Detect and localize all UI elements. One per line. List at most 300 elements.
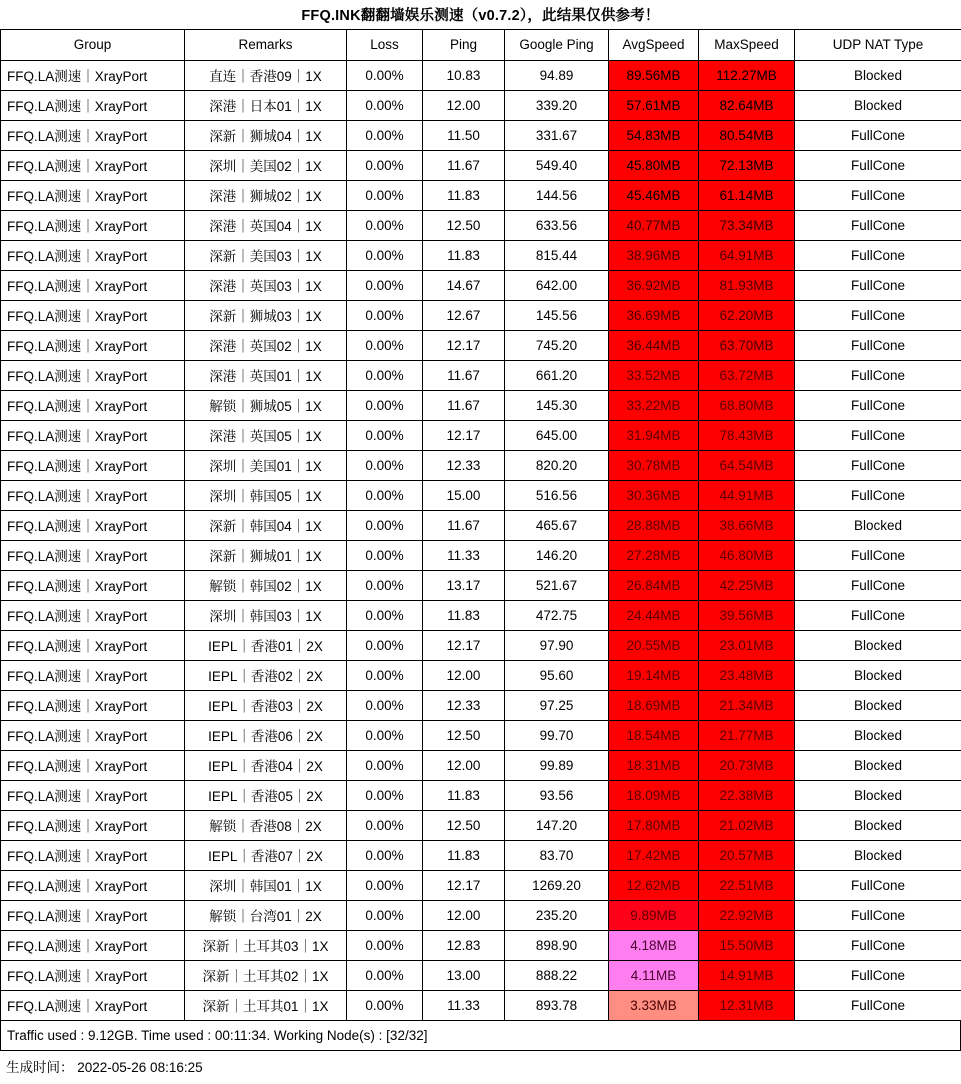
- cell-avgspeed: 45.80MB: [609, 150, 699, 180]
- cell-loss: 0.00%: [347, 270, 423, 300]
- cell-udp-nat-type: Blocked: [795, 780, 961, 810]
- cell-remarks: IEPL｜香港05｜2X: [185, 780, 347, 810]
- cell-avgspeed: 36.69MB: [609, 300, 699, 330]
- cell-google-ping: 99.89: [505, 750, 609, 780]
- cell-udp-nat-type: Blocked: [795, 660, 961, 690]
- cell-udp-nat-type: FullCone: [795, 150, 961, 180]
- table-row: [1, 510, 961, 540]
- cell-group: FFQ.LA测速｜XrayPort: [1, 810, 185, 840]
- cell-loss: 0.00%: [347, 750, 423, 780]
- table-row: [1, 390, 961, 420]
- cell-loss: 0.00%: [347, 930, 423, 960]
- cell-google-ping: 820.20: [505, 450, 609, 480]
- cell-google-ping: 516.56: [505, 480, 609, 510]
- table-row: [1, 600, 961, 630]
- cell-group: FFQ.LA测速｜XrayPort: [1, 990, 185, 1020]
- cell-ping: 12.83: [423, 930, 505, 960]
- cell-udp-nat-type: FullCone: [795, 870, 961, 900]
- cell-loss: 0.00%: [347, 870, 423, 900]
- cell-google-ping: 893.78: [505, 990, 609, 1020]
- cell-ping: 11.83: [423, 840, 505, 870]
- cell-udp-nat-type: Blocked: [795, 690, 961, 720]
- table-row: [1, 60, 961, 90]
- cell-google-ping: 83.70: [505, 840, 609, 870]
- cell-avgspeed: 12.62MB: [609, 870, 699, 900]
- cell-avgspeed: 4.18MB: [609, 930, 699, 960]
- cell-group: FFQ.LA测速｜XrayPort: [1, 750, 185, 780]
- cell-udp-nat-type: FullCone: [795, 960, 961, 990]
- cell-remarks: IEPL｜香港04｜2X: [185, 750, 347, 780]
- cell-loss: 0.00%: [347, 90, 423, 120]
- cell-udp-nat-type: FullCone: [795, 990, 961, 1020]
- cell-google-ping: 521.67: [505, 570, 609, 600]
- cell-maxspeed: 23.01MB: [699, 630, 795, 660]
- cell-maxspeed: 20.73MB: [699, 750, 795, 780]
- cell-group: FFQ.LA测速｜XrayPort: [1, 450, 185, 480]
- cell-maxspeed: 62.20MB: [699, 300, 795, 330]
- cell-google-ping: 898.90: [505, 930, 609, 960]
- cell-google-ping: 95.60: [505, 660, 609, 690]
- cell-maxspeed: 44.91MB: [699, 480, 795, 510]
- cell-group: FFQ.LA测速｜XrayPort: [1, 690, 185, 720]
- cell-udp-nat-type: FullCone: [795, 180, 961, 210]
- cell-maxspeed: 63.72MB: [699, 360, 795, 390]
- footer-table: [0, 1021, 961, 1052]
- cell-remarks: 深圳｜美国01｜1X: [185, 450, 347, 480]
- cell-group: FFQ.LA测速｜XrayPort: [1, 240, 185, 270]
- cell-avgspeed: 33.22MB: [609, 390, 699, 420]
- cell-group: FFQ.LA测速｜XrayPort: [1, 840, 185, 870]
- cell-google-ping: 549.40: [505, 150, 609, 180]
- table-body: [1, 60, 961, 1020]
- cell-loss: 0.00%: [347, 360, 423, 390]
- cell-udp-nat-type: Blocked: [795, 630, 961, 660]
- cell-avgspeed: 18.69MB: [609, 690, 699, 720]
- cell-loss: 0.00%: [347, 450, 423, 480]
- cell-avgspeed: 17.42MB: [609, 840, 699, 870]
- table-row: [1, 150, 961, 180]
- cell-remarks: 深新｜土耳其03｜1X: [185, 930, 347, 960]
- cell-ping: 12.00: [423, 900, 505, 930]
- column-header-ping: Ping: [423, 30, 505, 60]
- cell-group: FFQ.LA测速｜XrayPort: [1, 960, 185, 990]
- cell-udp-nat-type: FullCone: [795, 210, 961, 240]
- cell-group: FFQ.LA测速｜XrayPort: [1, 90, 185, 120]
- cell-avgspeed: 24.44MB: [609, 600, 699, 630]
- cell-maxspeed: 82.64MB: [699, 90, 795, 120]
- cell-group: FFQ.LA测速｜XrayPort: [1, 210, 185, 240]
- cell-remarks: 深港｜英国03｜1X: [185, 270, 347, 300]
- table-row: [1, 900, 961, 930]
- cell-avgspeed: 57.61MB: [609, 90, 699, 120]
- cell-remarks: 深新｜土耳其01｜1X: [185, 990, 347, 1020]
- cell-loss: 0.00%: [347, 960, 423, 990]
- table-row: [1, 330, 961, 360]
- cell-ping: 12.50: [423, 210, 505, 240]
- cell-group: FFQ.LA测速｜XrayPort: [1, 180, 185, 210]
- table-row: [1, 360, 961, 390]
- cell-group: FFQ.LA测速｜XrayPort: [1, 120, 185, 150]
- table-row: [1, 270, 961, 300]
- cell-ping: 12.17: [423, 420, 505, 450]
- cell-google-ping: 633.56: [505, 210, 609, 240]
- cell-udp-nat-type: Blocked: [795, 90, 961, 120]
- report-title: FFQ.INK翻翻墙娱乐测速（v0.7.2），此结果仅供参考！: [0, 0, 961, 30]
- cell-google-ping: 1269.20: [505, 870, 609, 900]
- cell-google-ping: 97.90: [505, 630, 609, 660]
- cell-avgspeed: 33.52MB: [609, 360, 699, 390]
- table-row: [1, 990, 961, 1020]
- cell-udp-nat-type: Blocked: [795, 720, 961, 750]
- cell-avgspeed: 38.96MB: [609, 240, 699, 270]
- cell-google-ping: 642.00: [505, 270, 609, 300]
- cell-udp-nat-type: FullCone: [795, 420, 961, 450]
- cell-loss: 0.00%: [347, 510, 423, 540]
- cell-avgspeed: 3.33MB: [609, 990, 699, 1020]
- cell-google-ping: 645.00: [505, 420, 609, 450]
- cell-avgspeed: 36.92MB: [609, 270, 699, 300]
- cell-loss: 0.00%: [347, 630, 423, 660]
- cell-udp-nat-type: FullCone: [795, 930, 961, 960]
- column-header-maxspeed: MaxSpeed: [699, 30, 795, 60]
- cell-remarks: 深新｜美国03｜1X: [185, 240, 347, 270]
- cell-ping: 12.00: [423, 750, 505, 780]
- cell-maxspeed: 61.14MB: [699, 180, 795, 210]
- table-row: [1, 210, 961, 240]
- cell-maxspeed: 78.43MB: [699, 420, 795, 450]
- cell-maxspeed: 20.57MB: [699, 840, 795, 870]
- cell-google-ping: 472.75: [505, 600, 609, 630]
- cell-remarks: 深新｜狮城01｜1X: [185, 540, 347, 570]
- cell-avgspeed: 30.36MB: [609, 480, 699, 510]
- column-header-google-ping: Google Ping: [505, 30, 609, 60]
- cell-maxspeed: 68.80MB: [699, 390, 795, 420]
- cell-ping: 12.50: [423, 720, 505, 750]
- cell-google-ping: 147.20: [505, 810, 609, 840]
- table-row: [1, 570, 961, 600]
- cell-udp-nat-type: FullCone: [795, 300, 961, 330]
- cell-maxspeed: 22.51MB: [699, 870, 795, 900]
- cell-loss: 0.00%: [347, 540, 423, 570]
- cell-avgspeed: 19.14MB: [609, 660, 699, 690]
- cell-remarks: 深港｜日本01｜1X: [185, 90, 347, 120]
- column-header-loss: Loss: [347, 30, 423, 60]
- cell-maxspeed: 21.77MB: [699, 720, 795, 750]
- cell-remarks: 解锁｜台湾01｜2X: [185, 900, 347, 930]
- table-row: [1, 720, 961, 750]
- cell-udp-nat-type: FullCone: [795, 570, 961, 600]
- cell-loss: 0.00%: [347, 660, 423, 690]
- cell-udp-nat-type: FullCone: [795, 900, 961, 930]
- cell-remarks: 解锁｜香港08｜2X: [185, 810, 347, 840]
- cell-ping: 12.50: [423, 810, 505, 840]
- cell-loss: 0.00%: [347, 720, 423, 750]
- cell-ping: 11.83: [423, 180, 505, 210]
- cell-google-ping: 815.44: [505, 240, 609, 270]
- cell-avgspeed: 4.11MB: [609, 960, 699, 990]
- cell-udp-nat-type: FullCone: [795, 270, 961, 300]
- cell-group: FFQ.LA测速｜XrayPort: [1, 150, 185, 180]
- cell-loss: 0.00%: [347, 150, 423, 180]
- cell-remarks: 解锁｜狮城05｜1X: [185, 390, 347, 420]
- cell-remarks: IEPL｜香港06｜2X: [185, 720, 347, 750]
- cell-group: FFQ.LA测速｜XrayPort: [1, 360, 185, 390]
- cell-udp-nat-type: Blocked: [795, 750, 961, 780]
- table-row: [1, 840, 961, 870]
- cell-avgspeed: 45.46MB: [609, 180, 699, 210]
- cell-google-ping: 94.89: [505, 60, 609, 90]
- cell-group: FFQ.LA测速｜XrayPort: [1, 660, 185, 690]
- table-header-row: [1, 30, 961, 60]
- cell-avgspeed: 54.83MB: [609, 120, 699, 150]
- table-row: [1, 630, 961, 660]
- cell-remarks: 解锁｜韩国02｜1X: [185, 570, 347, 600]
- cell-group: FFQ.LA测速｜XrayPort: [1, 780, 185, 810]
- cell-ping: 14.67: [423, 270, 505, 300]
- cell-ping: 11.50: [423, 120, 505, 150]
- cell-maxspeed: 21.02MB: [699, 810, 795, 840]
- cell-google-ping: 339.20: [505, 90, 609, 120]
- cell-udp-nat-type: FullCone: [795, 240, 961, 270]
- cell-ping: 11.83: [423, 600, 505, 630]
- cell-remarks: 深圳｜韩国03｜1X: [185, 600, 347, 630]
- table-row: [1, 780, 961, 810]
- cell-remarks: IEPL｜香港02｜2X: [185, 660, 347, 690]
- cell-remarks: IEPL｜香港03｜2X: [185, 690, 347, 720]
- cell-google-ping: 235.20: [505, 900, 609, 930]
- cell-google-ping: 93.56: [505, 780, 609, 810]
- cell-avgspeed: 9.89MB: [609, 900, 699, 930]
- cell-google-ping: 99.70: [505, 720, 609, 750]
- cell-udp-nat-type: Blocked: [795, 810, 961, 840]
- cell-remarks: 深新｜土耳其02｜1X: [185, 960, 347, 990]
- cell-ping: 10.83: [423, 60, 505, 90]
- cell-group: FFQ.LA测速｜XrayPort: [1, 300, 185, 330]
- cell-ping: 12.33: [423, 690, 505, 720]
- cell-group: FFQ.LA测速｜XrayPort: [1, 390, 185, 420]
- table-row: [1, 960, 961, 990]
- cell-ping: 11.33: [423, 540, 505, 570]
- cell-maxspeed: 64.54MB: [699, 450, 795, 480]
- table-row: [1, 660, 961, 690]
- table-row: [1, 750, 961, 780]
- column-header-group: Group: [1, 30, 185, 60]
- cell-udp-nat-type: Blocked: [795, 510, 961, 540]
- cell-ping: 15.00: [423, 480, 505, 510]
- cell-maxspeed: 73.34MB: [699, 210, 795, 240]
- cell-remarks: 深港｜英国05｜1X: [185, 420, 347, 450]
- cell-loss: 0.00%: [347, 900, 423, 930]
- cell-ping: 12.33: [423, 450, 505, 480]
- cell-ping: 12.17: [423, 630, 505, 660]
- cell-google-ping: 144.56: [505, 180, 609, 210]
- cell-remarks: 深港｜狮城02｜1X: [185, 180, 347, 210]
- cell-google-ping: 745.20: [505, 330, 609, 360]
- cell-udp-nat-type: Blocked: [795, 840, 961, 870]
- cell-maxspeed: 64.91MB: [699, 240, 795, 270]
- cell-maxspeed: 38.66MB: [699, 510, 795, 540]
- cell-loss: 0.00%: [347, 390, 423, 420]
- cell-loss: 0.00%: [347, 810, 423, 840]
- cell-ping: 11.67: [423, 390, 505, 420]
- cell-remarks: 深港｜英国02｜1X: [185, 330, 347, 360]
- cell-maxspeed: 46.80MB: [699, 540, 795, 570]
- cell-maxspeed: 22.38MB: [699, 780, 795, 810]
- cell-remarks: IEPL｜香港07｜2X: [185, 840, 347, 870]
- cell-group: FFQ.LA测速｜XrayPort: [1, 270, 185, 300]
- cell-udp-nat-type: FullCone: [795, 360, 961, 390]
- cell-group: FFQ.LA测速｜XrayPort: [1, 570, 185, 600]
- cell-maxspeed: 21.34MB: [699, 690, 795, 720]
- cell-avgspeed: 17.80MB: [609, 810, 699, 840]
- cell-ping: 13.00: [423, 960, 505, 990]
- cell-remarks: 深新｜狮城03｜1X: [185, 300, 347, 330]
- cell-remarks: 深新｜韩国04｜1X: [185, 510, 347, 540]
- cell-loss: 0.00%: [347, 300, 423, 330]
- cell-loss: 0.00%: [347, 180, 423, 210]
- column-header-remarks: Remarks: [185, 30, 347, 60]
- cell-avgspeed: 27.28MB: [609, 540, 699, 570]
- cell-group: FFQ.LA测速｜XrayPort: [1, 870, 185, 900]
- cell-udp-nat-type: Blocked: [795, 60, 961, 90]
- cell-group: FFQ.LA测速｜XrayPort: [1, 510, 185, 540]
- cell-ping: 12.17: [423, 870, 505, 900]
- cell-loss: 0.00%: [347, 420, 423, 450]
- cell-ping: 11.83: [423, 780, 505, 810]
- summary-row: [1, 1021, 961, 1051]
- cell-group: FFQ.LA测速｜XrayPort: [1, 630, 185, 660]
- cell-google-ping: 97.25: [505, 690, 609, 720]
- cell-udp-nat-type: FullCone: [795, 330, 961, 360]
- cell-group: FFQ.LA测速｜XrayPort: [1, 420, 185, 450]
- cell-udp-nat-type: FullCone: [795, 480, 961, 510]
- cell-group: FFQ.LA测速｜XrayPort: [1, 540, 185, 570]
- cell-loss: 0.00%: [347, 840, 423, 870]
- cell-remarks: 深新｜狮城04｜1X: [185, 120, 347, 150]
- cell-avgspeed: 40.77MB: [609, 210, 699, 240]
- cell-remarks: 深圳｜韩国01｜1X: [185, 870, 347, 900]
- cell-avgspeed: 18.31MB: [609, 750, 699, 780]
- cell-loss: 0.00%: [347, 60, 423, 90]
- cell-group: FFQ.LA测速｜XrayPort: [1, 60, 185, 90]
- cell-udp-nat-type: FullCone: [795, 450, 961, 480]
- cell-avgspeed: 18.54MB: [609, 720, 699, 750]
- cell-remarks: 直连｜香港09｜1X: [185, 60, 347, 90]
- cell-ping: 12.17: [423, 330, 505, 360]
- cell-remarks: 深圳｜韩国05｜1X: [185, 480, 347, 510]
- cell-maxspeed: 12.31MB: [699, 990, 795, 1020]
- cell-udp-nat-type: FullCone: [795, 600, 961, 630]
- cell-loss: 0.00%: [347, 990, 423, 1020]
- cell-ping: 11.83: [423, 240, 505, 270]
- table-row: [1, 690, 961, 720]
- table-row: [1, 450, 961, 480]
- cell-group: FFQ.LA测速｜XrayPort: [1, 720, 185, 750]
- table-row: [1, 420, 961, 450]
- cell-ping: 11.67: [423, 510, 505, 540]
- column-header-avgspeed: AvgSpeed: [609, 30, 699, 60]
- cell-group: FFQ.LA测速｜XrayPort: [1, 330, 185, 360]
- cell-group: FFQ.LA测速｜XrayPort: [1, 600, 185, 630]
- cell-avgspeed: 36.44MB: [609, 330, 699, 360]
- cell-google-ping: 145.30: [505, 390, 609, 420]
- cell-avgspeed: 31.94MB: [609, 420, 699, 450]
- cell-avgspeed: 18.09MB: [609, 780, 699, 810]
- cell-group: FFQ.LA测速｜XrayPort: [1, 930, 185, 960]
- cell-google-ping: 888.22: [505, 960, 609, 990]
- cell-loss: 0.00%: [347, 210, 423, 240]
- cell-loss: 0.00%: [347, 690, 423, 720]
- cell-ping: 11.67: [423, 360, 505, 390]
- cell-maxspeed: 23.48MB: [699, 660, 795, 690]
- cell-avgspeed: 26.84MB: [609, 570, 699, 600]
- cell-remarks: 深港｜英国01｜1X: [185, 360, 347, 390]
- table-row: [1, 240, 961, 270]
- cell-maxspeed: 15.50MB: [699, 930, 795, 960]
- cell-avgspeed: 30.78MB: [609, 450, 699, 480]
- cell-avgspeed: 28.88MB: [609, 510, 699, 540]
- cell-google-ping: 331.67: [505, 120, 609, 150]
- cell-google-ping: 145.56: [505, 300, 609, 330]
- table-row: [1, 540, 961, 570]
- table-row: [1, 180, 961, 210]
- cell-loss: 0.00%: [347, 480, 423, 510]
- speedtest-table: [0, 30, 961, 1021]
- cell-maxspeed: 42.25MB: [699, 570, 795, 600]
- cell-maxspeed: 112.27MB: [699, 60, 795, 90]
- traffic-summary: Traffic used : 9.12GB. Time used : 00:11:34. Working Node(s) : [32/32]: [1, 1021, 961, 1051]
- cell-group: FFQ.LA测速｜XrayPort: [1, 480, 185, 510]
- table-row: [1, 90, 961, 120]
- cell-google-ping: 465.67: [505, 510, 609, 540]
- cell-maxspeed: 22.92MB: [699, 900, 795, 930]
- cell-ping: 13.17: [423, 570, 505, 600]
- cell-udp-nat-type: FullCone: [795, 390, 961, 420]
- cell-maxspeed: 39.56MB: [699, 600, 795, 630]
- table-row: [1, 930, 961, 960]
- table-row: [1, 810, 961, 840]
- cell-loss: 0.00%: [347, 570, 423, 600]
- cell-maxspeed: 72.13MB: [699, 150, 795, 180]
- cell-google-ping: 146.20: [505, 540, 609, 570]
- cell-ping: 12.00: [423, 90, 505, 120]
- cell-maxspeed: 63.70MB: [699, 330, 795, 360]
- cell-group: FFQ.LA测速｜XrayPort: [1, 900, 185, 930]
- cell-ping: 12.00: [423, 660, 505, 690]
- cell-avgspeed: 89.56MB: [609, 60, 699, 90]
- cell-loss: 0.00%: [347, 780, 423, 810]
- cell-udp-nat-type: FullCone: [795, 540, 961, 570]
- cell-maxspeed: 81.93MB: [699, 270, 795, 300]
- cell-google-ping: 661.20: [505, 360, 609, 390]
- cell-maxspeed: 80.54MB: [699, 120, 795, 150]
- cell-loss: 0.00%: [347, 600, 423, 630]
- column-header-udp-nat-type: UDP NAT Type: [795, 30, 961, 60]
- cell-avgspeed: 20.55MB: [609, 630, 699, 660]
- cell-maxspeed: 14.91MB: [699, 960, 795, 990]
- table-row: [1, 870, 961, 900]
- cell-loss: 0.00%: [347, 330, 423, 360]
- cell-remarks: 深港｜英国04｜1X: [185, 210, 347, 240]
- cell-remarks: 深圳｜美国02｜1X: [185, 150, 347, 180]
- table-row: [1, 300, 961, 330]
- table-row: [1, 120, 961, 150]
- cell-ping: 12.67: [423, 300, 505, 330]
- cell-ping: 11.67: [423, 150, 505, 180]
- cell-loss: 0.00%: [347, 120, 423, 150]
- cell-ping: 11.33: [423, 990, 505, 1020]
- cell-remarks: IEPL｜香港01｜2X: [185, 630, 347, 660]
